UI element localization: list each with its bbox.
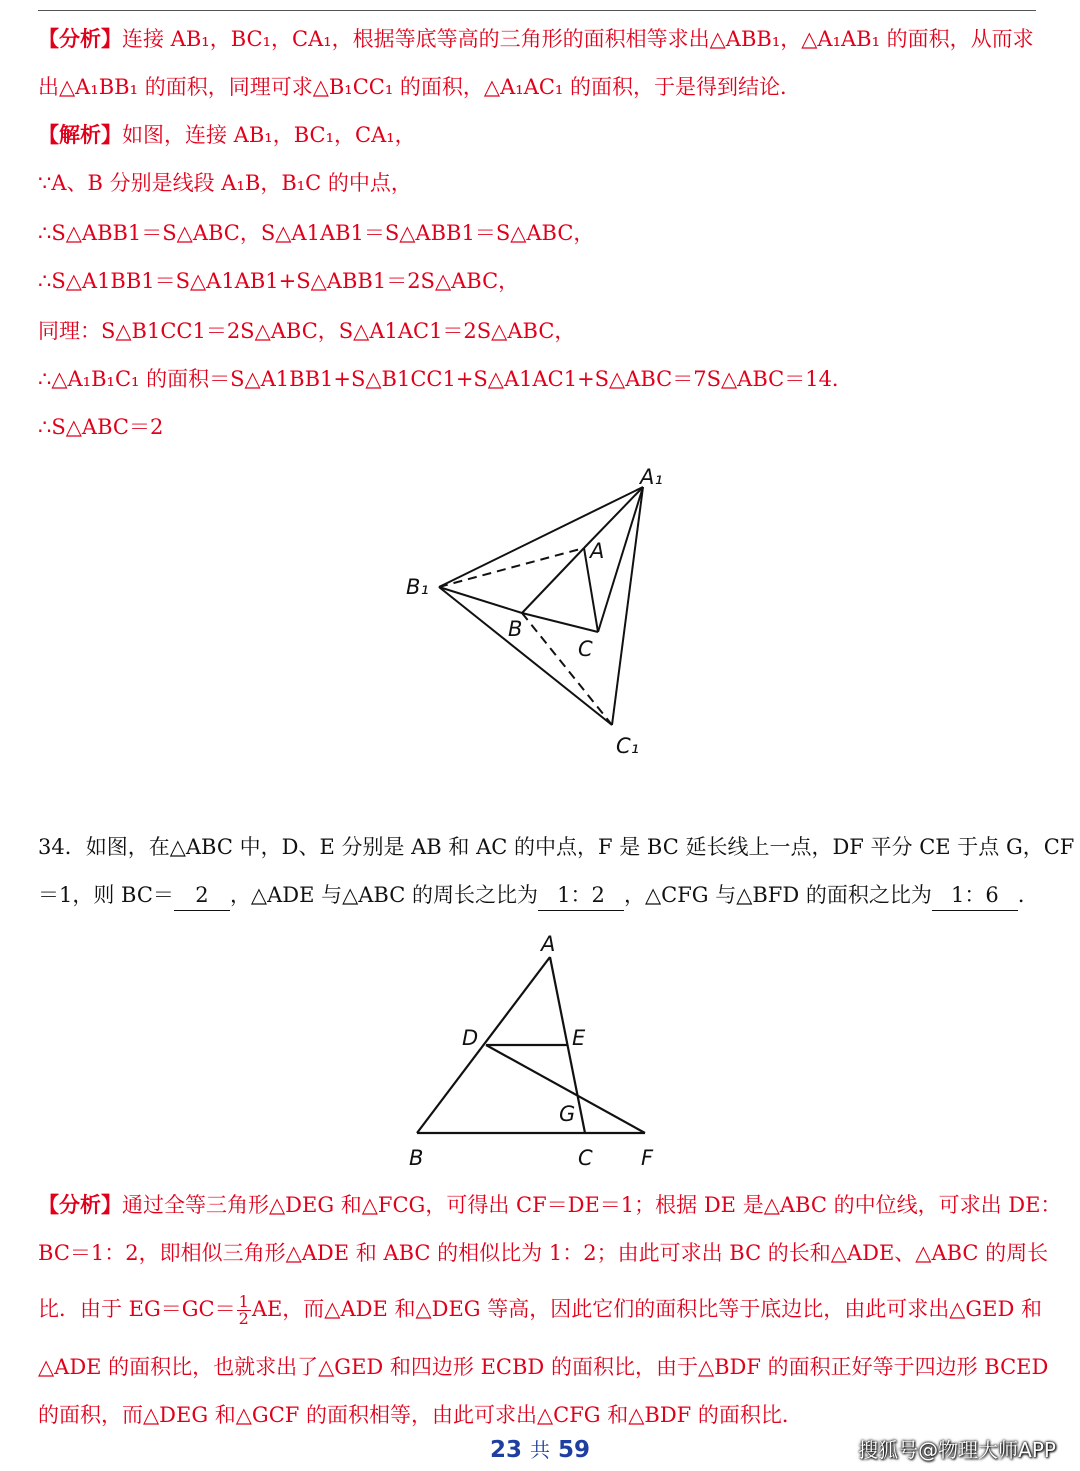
analysis2-line2: BC＝1：2，即相似三角形△ADE 和 ABC 的相似比为 1：2；由此可求出 BC 的长和△ADE、△ABC 的周长 — [38, 1241, 1049, 1265]
dashed-AB1 — [439, 548, 584, 587]
solution1-line6: ∴△A₁B₁C₁ 的面积＝S△A1BB1+S△B1CC1+S△A1AC1+S△ABC＝7S△ABC＝14． — [38, 367, 853, 391]
label-C1: C₁ — [616, 734, 640, 758]
figure1-triangle-diagram — [400, 460, 690, 770]
analysis2-text1: 通过全等三角形△DEG 和△FCG，可得出 CF＝DE＝1；根据 DE 是△ABC 的中位线，可求出 DE： — [122, 1193, 1062, 1217]
question34-text-a: ＝1，则 BC＝ — [38, 883, 174, 907]
label-B: B — [409, 1146, 424, 1170]
question34-text-b: ，△ADE 与△ABC 的周长之比为 — [229, 883, 538, 907]
label-B1: B₁ — [406, 575, 429, 599]
analysis1-line2: 出△A₁BB₁ 的面积，同理可求△B₁CC₁ 的面积，△A₁AC₁ 的面积，于是得到结论． — [38, 75, 801, 99]
segment-CA1 — [598, 487, 643, 632]
question34-text-d: ． — [1017, 883, 1039, 907]
answer-blank-3: 1：6 — [932, 880, 1018, 911]
analysis2-line5: 的面积，而△DEG 和△GCF 的面积相等，由此可求出△CFG 和△BDF 的面积比． — [38, 1403, 803, 1427]
analysis1-line1 — [38, 24, 1034, 54]
analysis2-text3b: AE，而△ADE 和△DEG 等高，因此它们的面积比等于底边比，由此可求出△GED 和 — [251, 1297, 1042, 1321]
solution1-line4: ∴S△A1BB1＝S△A1AB1+S△ABB1＝2S△ABC， — [38, 269, 520, 293]
watermark: 搜狐号@物理大师APP — [858, 1438, 1056, 1462]
analysis2-line4: △ADE 的面积比，也就求出了△GED 和四边形 ECBD 的面积比，由于△BDF 的面积正好等于四边形 BCED — [38, 1355, 1049, 1379]
question34-line2 — [38, 880, 1039, 911]
answer-blank-1: 2 — [174, 880, 230, 911]
solution1-tag: 【解析】 — [38, 122, 122, 147]
label-D: D — [462, 1026, 479, 1050]
total-pages: 59 — [558, 1437, 591, 1463]
segment-AB — [522, 548, 584, 613]
question34-text-c: ，△CFG 与△BFD 的面积之比为 — [623, 883, 932, 907]
label-A: A — [590, 539, 605, 563]
solution1-line7: ∴S△ABC＝2 — [38, 415, 164, 439]
fraction-numerator: 1 — [238, 1292, 249, 1311]
label-E: E — [572, 1026, 586, 1050]
analysis2-line1 — [38, 1190, 1061, 1220]
fraction-one-half — [237, 1294, 251, 1327]
fraction-denominator: 2 — [238, 1309, 249, 1328]
analysis2-text3a: 比．由于 EG＝GC＝ — [38, 1297, 236, 1321]
analysis1-tag: 【分析】 — [38, 26, 122, 51]
solution1-line5: 同理：S△B1CC1＝2S△ABC，S△A1AC1＝2S△ABC， — [38, 319, 576, 343]
segment-BC — [522, 613, 598, 632]
analysis2-tag: 【分析】 — [38, 1192, 122, 1217]
label-A1: A₁ — [640, 465, 663, 489]
current-page: 23 — [489, 1437, 522, 1463]
top-rule — [38, 10, 1036, 11]
label-B: B — [508, 617, 523, 641]
segment-B1B — [439, 587, 522, 613]
solution1-line2: ∵A、B 分别是线段 A₁B，B₁C 的中点， — [38, 171, 412, 195]
page-of-label: 共 — [530, 1438, 550, 1462]
analysis2-line3 — [38, 1294, 1042, 1327]
label-G: G — [559, 1102, 576, 1126]
solution1-text1: 如图，连接 AB₁，BC₁，CA₁， — [122, 123, 416, 147]
label-C: C — [578, 1146, 593, 1170]
segment-A1B1 — [439, 487, 643, 587]
solution1-line3: ∴S△ABB1＝S△ABC，S△A1AB1＝S△ABB1＝S△ABC， — [38, 221, 595, 245]
solution1-line1 — [38, 120, 416, 150]
label-C: C — [578, 637, 593, 661]
label-A: A — [541, 932, 556, 956]
figure2-triangle-diagram — [400, 925, 680, 1175]
answer-blank-2: 1：2 — [538, 880, 624, 911]
analysis1-text1: 连接 AB₁，BC₁，CA₁，根据等底等高的三角形的面积相等求出△ABB₁，△A₁AB₁ 的面积，从而求 — [122, 27, 1034, 51]
label-F: F — [641, 1146, 654, 1170]
question34-line1: 34．如图，在△ABC 中，D、E 分别是 AB 和 AC 的中点，F 是 BC 延长线上一点，DF 平分 CE 于点 G，CF — [38, 835, 1075, 859]
